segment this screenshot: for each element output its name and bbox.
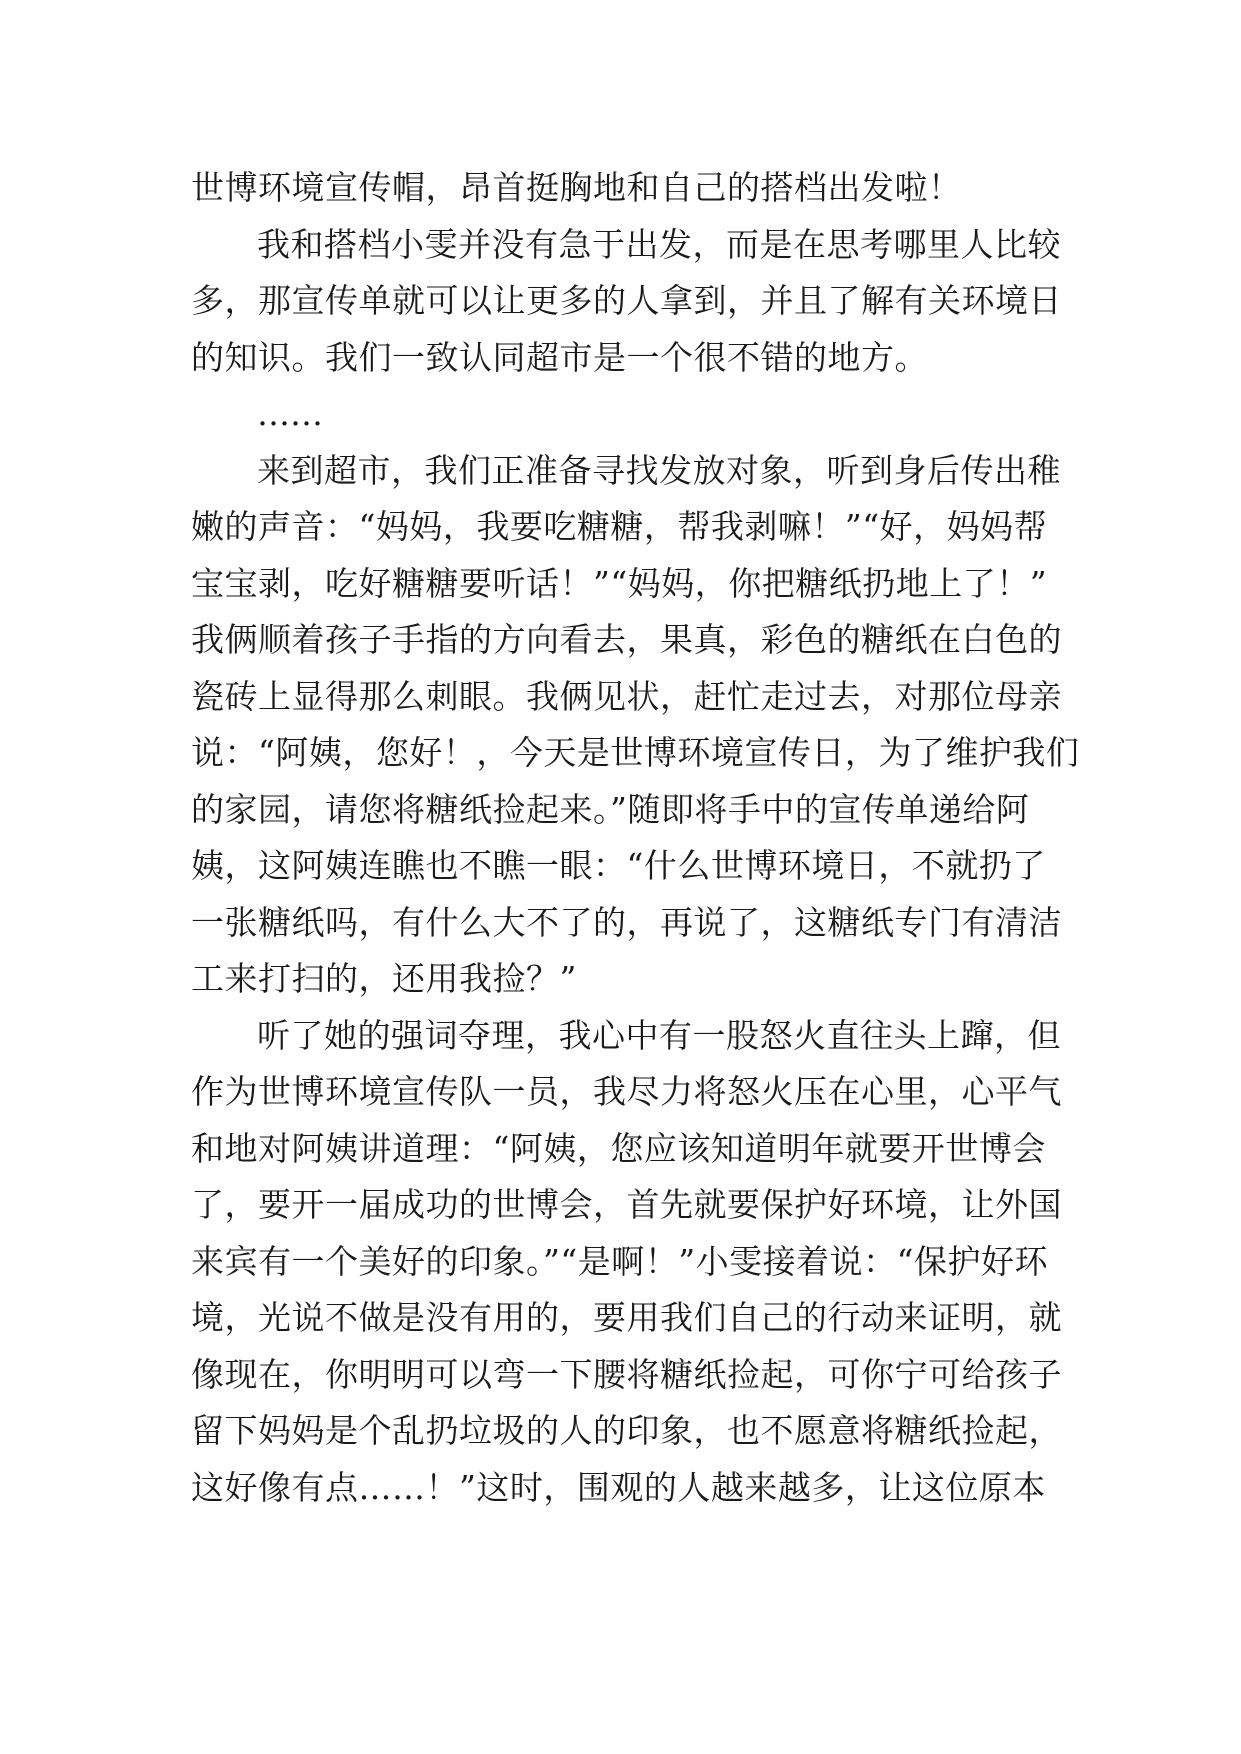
- text-line: 姨，这阿姨连瞧也不瞧一眼：“什么世博环境日，不就扔了: [191, 846, 1046, 885]
- text-line: 我俩顺着孩子手指的方向看去，果真，彩色的糖纸在白色的: [191, 620, 1062, 659]
- text-line: 我和搭档小雯并没有急于出发，而是在思考哪里人比较: [257, 224, 1061, 264]
- text-line: 留下妈妈是个乱扔垃圾的人的印象，也不愿意将糖纸捡起，: [191, 1411, 1062, 1450]
- text-line: 一张糖纸吗，有什么大不了的，再说了，这糖纸专门有清洁: [191, 902, 1062, 942]
- text-line: ……: [257, 394, 323, 433]
- text-line: 像现在，你明明可以弯一下腰将糖纸捡起，可你宁可给孩子: [191, 1354, 1062, 1394]
- text-line: 世博环境宣传帽，昂首挺胸地和自己的搭档出发啦！: [191, 168, 962, 207]
- text-line: 听了她的强词夺理，我心中有一股怒火直往头上蹿，但: [257, 1015, 1061, 1055]
- text-line: 的知识。我们一致认同超市是一个很不错的地方。: [191, 337, 928, 377]
- text-line: 来到超市，我们正准备寻找发放对象，听到身后传出稚: [257, 450, 1061, 490]
- text-line: 宝宝剥，吃好糖糖要听话！”“妈妈，你把糖纸扔地上了！”: [191, 563, 1048, 603]
- text-line: 工来打扫的，还用我捡？”: [191, 959, 577, 998]
- body-text: [191, 160, 1080, 1516]
- text-line: 了，要开一届成功的世博会，首先就要保护好环境，让外国: [191, 1185, 1062, 1224]
- text-line: 境，光说不做是没有用的，要用我们自己的行动来证明，就: [191, 1298, 1062, 1337]
- text-line: 来宾有一个美好的印象。”“是啊！”小雯接着说：“保护好环: [191, 1241, 1048, 1281]
- text-line: 的家园，请您将糖纸捡起来。”随即将手中的宣传单递给阿: [191, 789, 1030, 829]
- text-line: 这好像有点……！”这时，围观的人越来越多，让这位原本: [191, 1467, 1046, 1507]
- text-line: 嫩的声音：“妈妈，我要吃糖糖，帮我剥嘛！”“好，妈妈帮: [191, 507, 1048, 546]
- text-line: 和地对阿姨讲道理：“阿姨，您应该知道明年就要开世博会: [191, 1128, 1046, 1168]
- text-line: 瓷砖上显得那么刺眼。我俩见状，赶忙走过去，对那位母亲: [191, 676, 1062, 716]
- text-line: 作为世博环境宣传队一员，我尽力将怒火压在心里，心平气: [191, 1072, 1062, 1111]
- text-line: 多，那宣传单就可以让更多的人拿到，并且了解有关环境日: [191, 281, 1062, 320]
- text-line: 说：“阿姨，您好！，今天是世博环境宣传日，为了维护我们: [191, 733, 1080, 772]
